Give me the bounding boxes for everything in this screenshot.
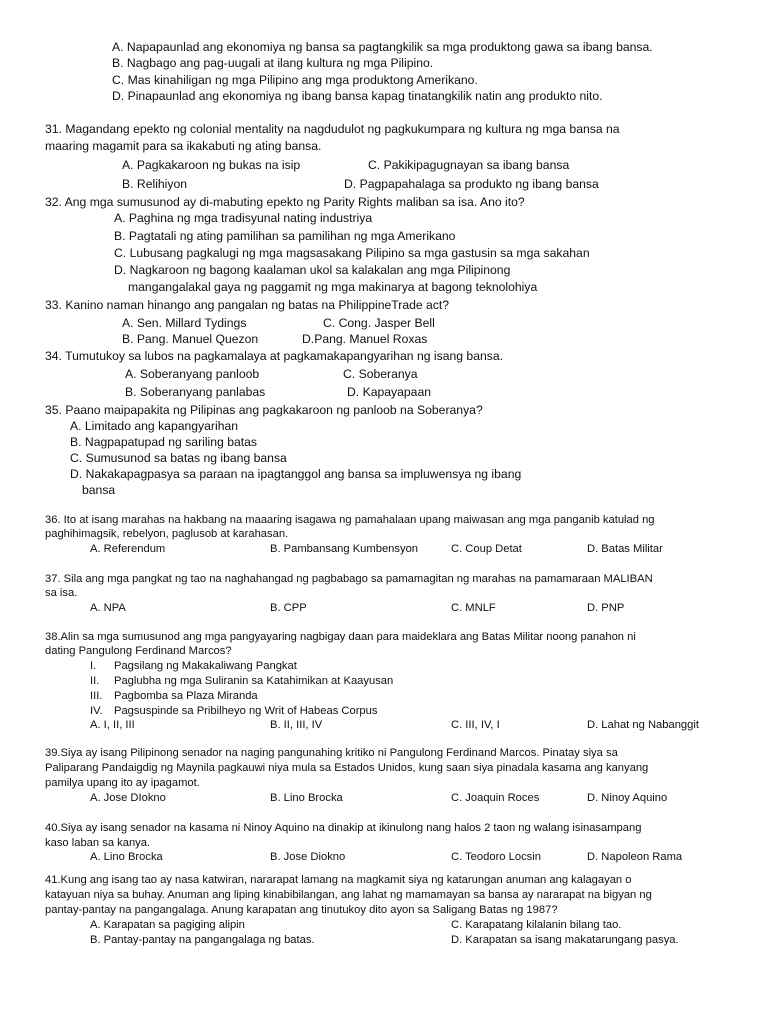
q39-choice-a: A. Jose DIokno	[90, 792, 166, 804]
question-32-stem: 32. Ang mga sumusunod ay di-mabuting epekto ng Parity Rights maliban sa isa. Ano ito?	[45, 195, 525, 209]
q32-choice-d-cont: mangangalakal gaya ng paggamit ng mga makinarya at bagong teknolohiya	[128, 280, 538, 294]
q32-choice-a: A. Paghina ng mga tradisyunal nating industriya	[114, 211, 373, 225]
q40-choice-a: A. Lino Brocka	[90, 851, 163, 863]
q41-choice-a: A. Karapatan sa pagiging alipin	[90, 919, 245, 931]
question-38-stem: 38.Alin sa mga sumusunod ang mga pangyayaring nagbigay daan para maideklara ang Batas Militar noong panahon ni	[45, 631, 636, 643]
question-37-stem-cont: sa isa.	[45, 587, 78, 599]
q38-item-number: I.	[90, 660, 97, 672]
q32-choice-c: C. Lubusang pagkalugi ng mga magsasakang Pilipino sa mga gastusin sa mga sakahan	[114, 246, 590, 260]
q37-choice-d: D. PNP	[587, 602, 625, 614]
question-31-stem: 31. Magandang epekto ng colonial mentality na nagdudulot ng pagkukumpara ng kultura ng mga bansa na	[45, 122, 620, 136]
q39-choice-c: C. Joaquin Roces	[451, 792, 540, 804]
q31-choice-b: B. Relihiyon	[122, 177, 188, 191]
question-39-stem: 39.Siya ay isang Pilipinong senador na naging pangunahing kritiko ni Pangulong Ferdinand Marcos. Pinatay siya sa	[45, 747, 618, 759]
q35-choice-b: B. Nagpapatupad ng sariling batas	[70, 435, 258, 449]
q34-choice-a: A. Soberanyang panloob	[125, 367, 260, 381]
q39-choice-d: D. Ninoy Aquino	[587, 792, 668, 804]
question-31-stem-cont: maaring magamit para sa ikakabuti ng ating bansa.	[45, 139, 322, 153]
q40-choice-b: B. Jose Diokno	[270, 851, 346, 863]
q38-choice-b: B. II, III, IV	[270, 719, 323, 731]
choice-c: C. Mas kinahiligan ng mga Pilipino ang mga produktong Amerikano.	[112, 73, 478, 87]
q37-choice-b: B. CPP	[270, 602, 307, 614]
q38-item-text: Paglubha ng mga Suliranin sa Katahimikan at Kaayusan	[114, 675, 394, 687]
q35-choice-a: A. Limitado ang kapangyarihan	[70, 419, 239, 433]
q36-choice-d: D. Batas Militar	[587, 543, 663, 555]
question-40-stem-cont: kaso laban sa kanya.	[45, 837, 151, 849]
q32-choice-b: B. Pagtatali ng ating pamilihan sa pamilihan ng mga Amerikano	[114, 229, 456, 243]
question-38-stem-cont: dating Pangulong Ferdinand Marcos?	[45, 645, 232, 657]
choice-b: B. Nagbago ang pag-uugali at ilang kultura ng mga Pilipino.	[112, 56, 434, 70]
question-40-stem: 40.Siya ay isang senador na kasama ni Ninoy Aquino na dinakip at ikinulong nang halos 2 taon ng walang isinasampang	[45, 822, 642, 834]
question-41-stem: 41.Kung ang isang tao ay nasa katwiran, nararapat lamang na magkamit siya ng katarungan anuman ang kalagayan o	[45, 874, 632, 886]
q38-choice-a: A. I, II, III	[90, 719, 135, 731]
question-34-stem: 34. Tumutukoy sa lubos na pagkamalaya at pagkamakapangyarihan ng isang bansa.	[45, 349, 504, 363]
q41-choice-b: B. Pantay-pantay na pangangalaga ng batas.	[90, 934, 315, 946]
choice-d: D. Pinapaunlad ang ekonomiya ng ibang bansa kapag tinatangkilik natin ang produkto nito.	[112, 89, 603, 103]
question-36-stem: 36. Ito at isang marahas na hakbang na maaaring isagawa ng pamahalaan upang maiwasan ang mga panganib katulad ng	[45, 514, 655, 526]
q31-choice-d: D. Pagpapahalaga sa produkto ng ibang bansa	[344, 177, 599, 191]
q35-choice-d-cont: bansa	[82, 483, 116, 497]
q34-choice-c: C. Soberanya	[343, 367, 418, 381]
q32-choice-d: D. Nagkaroon ng bagong kaalaman ukol sa kalakalan ang mga Pilipinong	[114, 263, 511, 277]
q35-choice-c: C. Sumusunod sa batas ng ibang bansa	[70, 451, 287, 465]
q38-choice-c: C. III, IV, I	[451, 719, 500, 731]
q33-choice-d: D.Pang. Manuel Roxas	[302, 332, 428, 346]
q36-choice-b: B. Pambansang Kumbensyon	[270, 543, 419, 555]
q33-choice-a: A. Sen. Millard Tydings	[122, 316, 247, 330]
question-37-stem: 37. Sila ang mga pangkat ng tao na naghahangad ng pagbabago sa pamamagitan ng marahas na pamamaraan MALIBAN	[45, 573, 653, 585]
q41-choice-c: C. Karapatang kilalanin bilang tao.	[451, 919, 622, 931]
q40-choice-d: D. Napoleon Rama	[587, 851, 683, 863]
q38-item-number: III.	[90, 690, 103, 702]
q38-item-text: Pagbomba sa Plaza Miranda	[114, 690, 258, 702]
q33-choice-b: B. Pang. Manuel Quezon	[122, 332, 259, 346]
question-36-stem-cont: paghihimagsik, rebelyon, paglusob at karahasan.	[45, 528, 289, 540]
q40-choice-c: C. Teodoro Locsin	[451, 851, 541, 863]
q38-item-number: IV.	[90, 705, 103, 717]
question-35-stem: 35. Paano maipapakita ng Pilipinas ang pagkakaroon ng panloob na Soberanya?	[45, 403, 483, 417]
q33-choice-c: C. Cong. Jasper Bell	[323, 316, 435, 330]
question-41-stem-cont: pantay-pantay na pangangalaga. Anung karapatan ang tinutukoy dito ayon sa Saligang Batas ng 1987?	[45, 904, 558, 916]
q37-choice-a: A. NPA	[90, 602, 126, 614]
question-39-stem-cont: Paliparang Pandaigdig ng Maynila pagkauwi niya mula sa Estados Unidos, kung saan siya pinadala kasama ang kanyang	[45, 762, 649, 774]
q37-choice-c: C. MNLF	[451, 602, 496, 614]
q35-choice-d: D. Nakakapagpasya sa paraan na ipagtanggol ang bansa sa impluwensya ng ibang	[70, 467, 522, 481]
q34-choice-b: B. Soberanyang panlabas	[125, 385, 266, 399]
question-39-stem-cont: pamilya upang ito ay ipagamot.	[45, 777, 200, 789]
q38-item-text: Pagsilang ng Makakaliwang Pangkat	[114, 660, 297, 672]
q31-choice-c: C. Pakikipagugnayan sa ibang bansa	[368, 158, 570, 172]
q39-choice-b: B. Lino Brocka	[270, 792, 343, 804]
q41-choice-d: D. Karapatan sa isang makatarungang pasya.	[451, 934, 679, 946]
q38-item-number: II.	[90, 675, 100, 687]
q36-choice-a: A. Referendum	[90, 543, 166, 555]
choice-a: A. Napapaunlad ang ekonomiya ng bansa sa pagtangkilik sa mga produktong gawa sa ibang bansa.	[112, 40, 653, 54]
question-41-stem-cont: katayuan niya sa buhay. Anuman ang liping kinabibilangan, ang lahat ng mamamayan sa bansa ay nararapat na bigyan ng	[45, 889, 652, 901]
question-33-stem: 33. Kanino naman hinango ang pangalan ng batas na PhilippineTrade act?	[45, 298, 450, 312]
q36-choice-c: C. Coup Detat	[451, 543, 522, 555]
q34-choice-d: D. Kapayapaan	[347, 385, 432, 399]
q38-choice-d: D. Lahat ng Nabanggit	[587, 719, 699, 731]
q38-item-text: Pagsuspinde sa Pribilheyo ng Writ of Habeas Corpus	[114, 705, 378, 717]
q31-choice-a: A. Pagkakaroon ng bukas na isip	[122, 158, 301, 172]
